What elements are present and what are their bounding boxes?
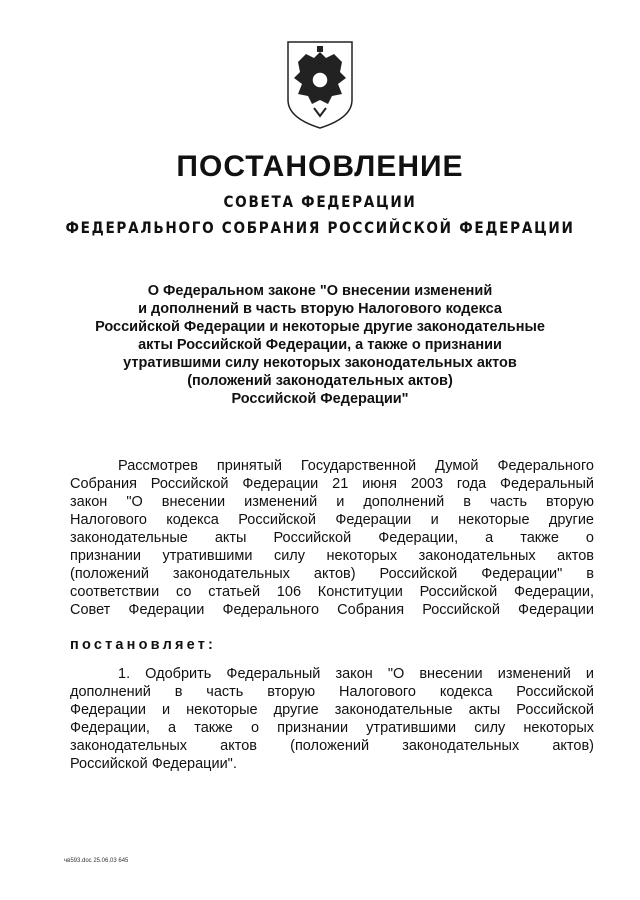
subject-line: (положений законодательных актов)	[187, 373, 453, 389]
paragraph-line: Федерации, а также о признании утратившими силу некоторых	[70, 720, 594, 736]
paragraph-line: Федерации и некоторые другие законодательные акты Российской	[70, 702, 594, 718]
paragraph-line: Собрания Российской Федерации 21 июня 2003 года Федеральный	[70, 476, 594, 492]
paragraph-line: Российской Федерации".	[70, 756, 237, 772]
paragraph-line: законодательных актов (положений законодательных актов)	[70, 738, 594, 754]
paragraph-line: признании утратившими силу некоторых законодательных актов	[70, 548, 594, 564]
subject-line: Российской Федерации"	[231, 391, 409, 407]
document-subject	[70, 282, 570, 408]
subject-line: О Федеральном законе "О внесении изменений	[147, 283, 493, 299]
resolution-item-1	[70, 665, 594, 773]
preamble-paragraph	[70, 457, 594, 619]
document-title: ПОСТАНОВЛЕНИЕ	[176, 150, 464, 183]
subject-line: Российской Федерации и некоторые другие законодательные	[95, 319, 545, 335]
paragraph-line: 1. Одобрить Федеральный закон "О внесении изменений и	[118, 666, 594, 682]
paragraph-line: соответствии со статьей 106 Конституции Российской Федерации,	[70, 584, 594, 600]
issuer-line-1: СОВЕТА ФЕДЕРАЦИИ	[223, 192, 417, 211]
paragraph-line: Налогового кодекса Российской Федерации и некоторые другие	[70, 512, 594, 528]
subject-line: утратившими силу некоторых законодательных актов	[123, 355, 517, 371]
subject-line: акты Российской Федерации, а также о признании	[138, 337, 502, 353]
issuer-line-2: ФЕДЕРАЛЬНОГО СОБРАНИЯ РОССИЙСКОЙ ФЕДЕРАЦИИ	[65, 218, 575, 237]
paragraph-line: Рассмотрев принятый Государственной Думой Федерального	[118, 458, 594, 474]
paragraph-line: законодательные акты Российской Федерации, а также о	[70, 530, 594, 546]
subject-line: и дополнений в часть вторую Налогового кодекса	[138, 301, 502, 317]
coat-of-arms-emblem	[284, 38, 356, 130]
paragraph-line: закон "О внесении изменений и дополнений в часть вторую	[70, 494, 594, 510]
file-reference: чв593.doc 25.06.03 645	[64, 858, 129, 864]
paragraph-line: Совет Федерации Федерального Собрания Российской Федерации	[70, 602, 594, 618]
paragraph-line: дополнений в часть вторую Налогового кодекса Российской	[70, 684, 594, 700]
decree-word: постановляет:	[70, 637, 217, 653]
paragraph-line: (положений законодательных актов) Российской Федерации" в	[70, 566, 594, 582]
